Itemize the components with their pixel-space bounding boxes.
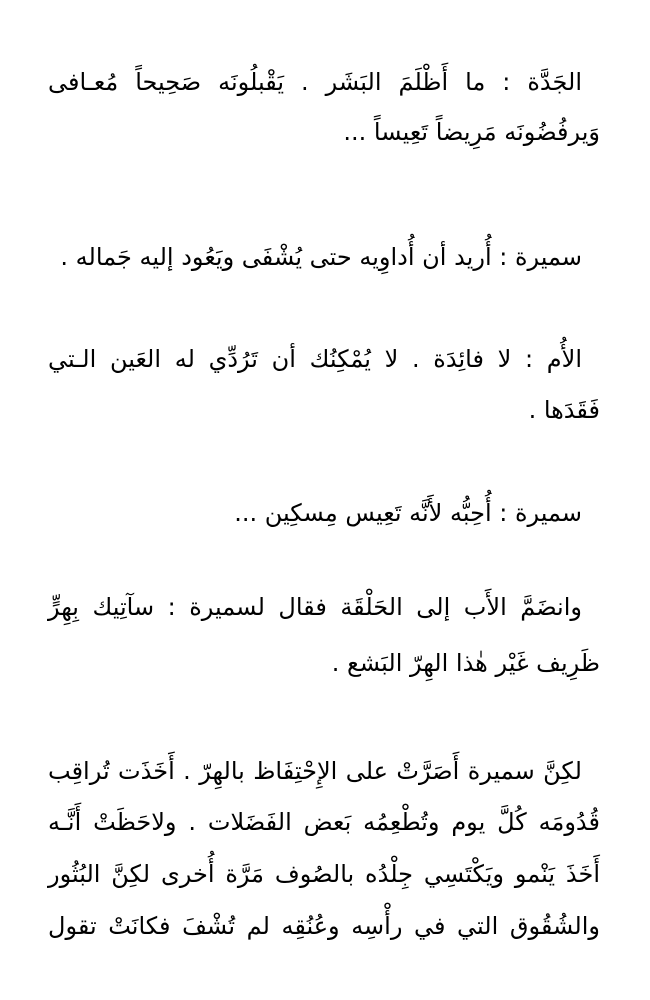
- samira-speech-1: سميرة : أُريد أن أُداوِيه حتى يُشْفَى ويَعُود إليه جَماله .: [60, 243, 582, 271]
- mother-speech-line-2: فَقَدَها .: [528, 396, 600, 424]
- samira-speech-2: سميرة : أُحِبُّه لأَنَّه تَعِيس مِسكِين ...: [234, 499, 582, 527]
- mother-speech-line-1: الأُم : لا فائِدَة . لا يُمْكِنُك أن تَرُدِّي له العَين الـتي: [48, 345, 582, 373]
- narration-line-2: قُدُومَه كُلَّ يوم وتُطْعِمُه بَعض الفَضَلات . ولاحَظَتْ أَنَّـه: [48, 808, 600, 836]
- narration-line-4: والشُقُوق التي في رأْسِه وعُنُقِه لم تُشْفَ فكانَتْ تقول: [48, 912, 600, 940]
- father-joins-line-1: وانضَمَّ الأَب إلى الحَلْقَة فقال لسميرة : سآتِيك بِهِرٍّ: [48, 593, 582, 621]
- grandmother-speech-line-1: الجَدَّة : ما أَظْلَمَ البَشَر . يَقْبلُونَه صَحِيحاً مُعـافى: [48, 68, 582, 96]
- grandmother-speech-line-2: وَيرفُضُونَه مَرِيضاً تَعِيساً ...: [343, 118, 600, 146]
- narration-line-3: أَخَذَ يَنْمو ويَكْتَسِي جِلْدُه بالصُوف مَرَّة أُخرى لكِنَّ البُثُور: [48, 860, 600, 888]
- father-joins-line-2: ظَرِيف غَيْر هٰذا الهِرّ البَشع .: [331, 649, 600, 677]
- narration-line-1: لكِنَّ سميرة أَصَرَّتْ على الإِحْتِفَاظ بالهِرّ . أَخَذَت تُراقِب: [48, 757, 582, 785]
